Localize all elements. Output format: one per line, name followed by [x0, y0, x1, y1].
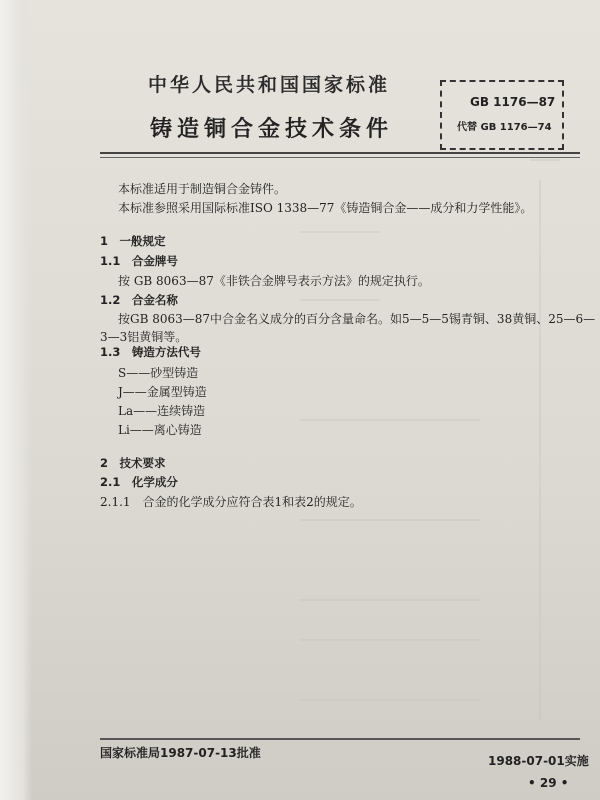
standard-title: 铸造铜合金技术条件 [150, 117, 394, 142]
replaces-code: 代替 GB 1176—74 [457, 122, 552, 133]
section-2-1-1-body: 2.1.1 合金的化学成分应符合表1和表2的规定。 [100, 495, 362, 509]
approval-date: 国家标准局1987-07-13批准 [100, 746, 261, 760]
section-1-heading: 1 一般规定 [100, 234, 166, 248]
header-rule-thin [100, 157, 580, 158]
casting-method-metal-mold: J——金属型铸造 [118, 385, 207, 399]
standard-code: GB 1176—87 [470, 95, 556, 109]
intro-scope: 本标准适用于制造铜合金铸件。 [118, 182, 287, 196]
section-1-1-body: 按 GB 8063—87《非铁合金牌号表示方法》的规定执行。 [118, 274, 430, 288]
casting-method-continuous: La——连续铸造 [118, 404, 206, 418]
section-2-1-heading: 2.1 化学成分 [100, 475, 178, 489]
casting-method-sand: S——砂型铸造 [118, 366, 199, 380]
standard-code-box [440, 80, 564, 150]
effective-date: 1988-07-01实施 [488, 754, 589, 768]
casting-method-centrifugal: Li——离心铸造 [118, 423, 202, 437]
section-1-2-body-line2: 3—3铝黄铜等。 [100, 330, 188, 344]
page-number: • 29 • [528, 776, 569, 790]
section-1-1-heading: 1.1 合金牌号 [100, 254, 178, 268]
section-1-2-heading: 1.2 合金名称 [100, 293, 178, 307]
section-2-heading: 2 技术要求 [100, 456, 166, 470]
section-1-3-heading: 1.3 铸造方法代号 [100, 345, 201, 359]
section-1-2-body-line1: 按GB 8063—87中合金名义成分的百分含量命名。如5—5—5锡青铜、38黄铜、25—6— [118, 312, 596, 326]
standard-country-title: 中华人民共和国国家标准 [148, 74, 391, 96]
header-rule-thick [100, 152, 580, 154]
intro-reference: 本标准参照采用国际标准ISO 1338—77《铸造铜合金——成分和力学性能》。 [118, 201, 533, 215]
footer-rule [100, 738, 580, 740]
